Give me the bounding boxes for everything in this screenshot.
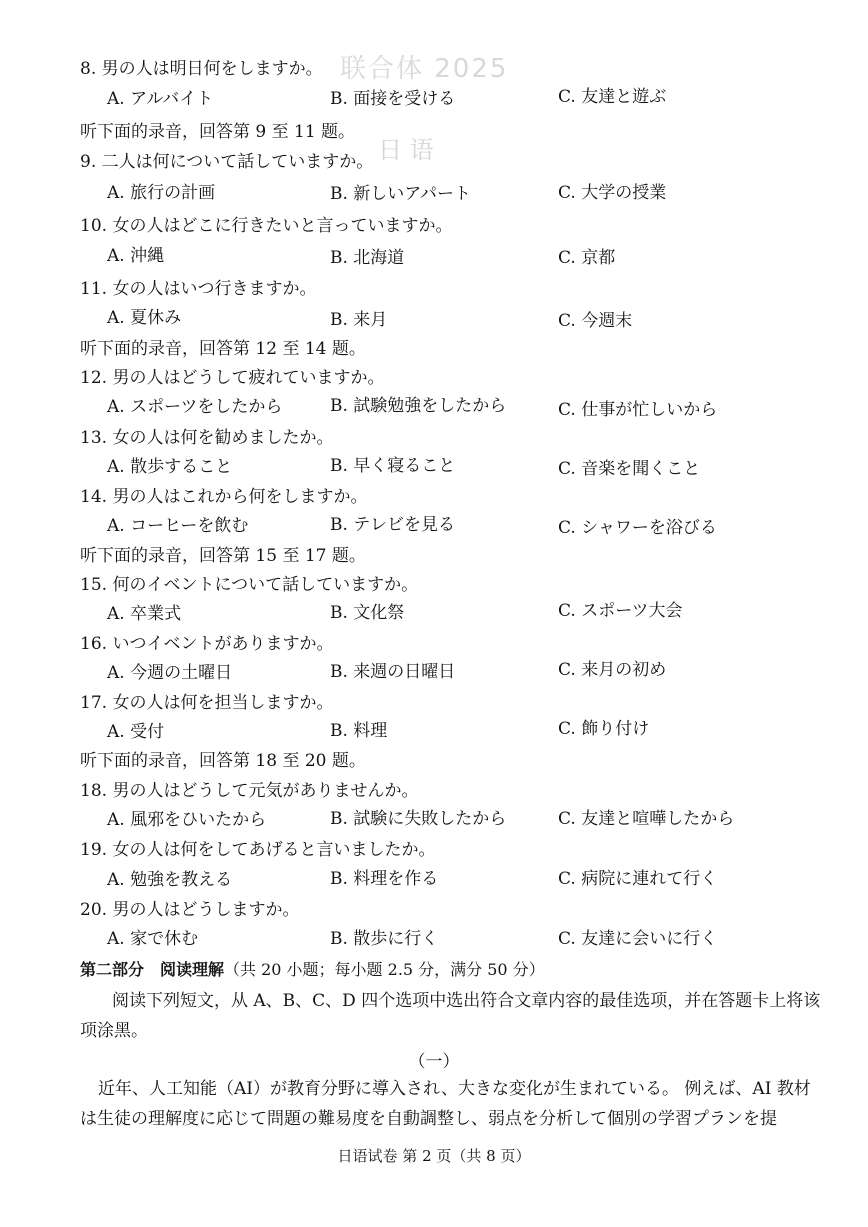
option-19b: B. 料理を作る <box>330 869 439 889</box>
option-12a: A. スポーツをしたから <box>107 397 283 417</box>
question-18: 18. 男の人はどうして元気がありませんか。 <box>80 781 419 801</box>
option-20b: B. 散歩に行く <box>330 929 439 949</box>
option-14a: A. コーヒーを飲む <box>107 516 249 536</box>
section-instruction-12-14: 听下面的录音，回答第 12 至 14 题。 <box>80 339 366 359</box>
passage-number: （一） <box>408 1052 460 1072</box>
option-18c: C. 友達と喧嘩したから <box>558 809 735 829</box>
question-8: 8. 男の人は明日何をしますか。 <box>80 59 323 79</box>
option-13c: C. 音楽を聞くこと <box>558 459 701 479</box>
option-17b: B. 料理 <box>330 721 388 741</box>
passage-line1: 近年、人工知能（AI）が教育分野に導入され、大きな変化が生まれている。 例えば、AI 教材 <box>98 1079 811 1099</box>
option-16b: B. 来週の日曜日 <box>330 662 456 682</box>
option-11c: C. 今週末 <box>558 311 633 331</box>
option-14c: C. シャワーを浴びる <box>558 518 717 538</box>
option-9a: A. 旅行の計画 <box>107 183 216 203</box>
watermark-subject: 日 语 <box>378 136 434 164</box>
question-11: 11. 女の人はいつ行きますか。 <box>80 279 317 299</box>
page-footer: 日语试卷 第 2 页（共 8 页） <box>337 1147 531 1165</box>
part2-title: 第二部分 阅读理解 <box>80 960 225 979</box>
option-10b: B. 北海道 <box>330 248 405 268</box>
section-instruction-18-20: 听下面的录音，回答第 18 至 20 题。 <box>80 751 366 771</box>
option-10c: C. 京都 <box>558 248 616 268</box>
question-15: 15. 何のイベントについて話していますか。 <box>80 575 419 595</box>
option-9c: C. 大学の授業 <box>558 183 667 203</box>
option-19a: A. 勉強を教える <box>107 870 233 890</box>
option-16c: C. 来月の初め <box>558 660 667 680</box>
option-17a: A. 受付 <box>107 722 165 742</box>
question-10: 10. 女の人はどこに行きたいと言っていますか。 <box>80 216 453 236</box>
option-15c: C. スポーツ大会 <box>558 601 683 621</box>
question-16: 16. いつイベントがありますか。 <box>80 634 334 654</box>
option-20c: C. 友達に会いに行く <box>558 929 718 949</box>
part2-heading <box>80 959 545 981</box>
option-20a: A. 家で休む <box>107 929 199 949</box>
option-10a: A. 沖縄 <box>107 246 165 266</box>
option-11a: A. 夏休み <box>107 308 182 328</box>
option-15a: A. 卒業式 <box>107 604 182 624</box>
section-instruction-9-11: 听下面的录音，回答第 9 至 11 题。 <box>80 122 356 142</box>
option-18b: B. 試験に失敗したから <box>330 809 507 829</box>
question-19: 19. 女の人は何をしてあげると言いましたか。 <box>80 840 436 860</box>
question-14: 14. 男の人はこれから何をしますか。 <box>80 487 368 507</box>
question-20: 20. 男の人はどうしますか。 <box>80 900 300 920</box>
question-12: 12. 男の人はどうして疲れていますか。 <box>80 368 385 388</box>
option-15b: B. 文化祭 <box>330 603 405 623</box>
option-9b: B. 新しいアパート <box>330 184 471 204</box>
option-8c: C. 友達と遊ぶ <box>558 87 667 107</box>
section-instruction-15-17: 听下面的录音，回答第 15 至 17 题。 <box>80 546 366 566</box>
option-12c: C. 仕事が忙しいから <box>558 400 718 420</box>
option-8b: B. 面接を受ける <box>330 89 456 109</box>
question-9: 9. 二人は何について話していますか。 <box>80 152 374 172</box>
watermark-stamp: 联合体 2025 <box>340 54 509 84</box>
option-13a: A. 散歩すること <box>107 457 233 477</box>
option-19c: C. 病院に連れて行く <box>558 869 718 889</box>
option-13b: B. 早く寝ること <box>330 456 456 476</box>
option-8a: A. アルバイト <box>107 89 214 109</box>
option-18a: A. 風邪をひいたから <box>107 810 267 830</box>
question-17: 17. 女の人は何を担当しますか。 <box>80 693 334 713</box>
option-16a: A. 今週の土曜日 <box>107 663 233 683</box>
part2-instruction-line1: 阅读下列短文，从 A、B、C、D 四个选项中选出符合文章内容的最佳选项，并在答题卡上将该 <box>112 991 821 1011</box>
passage-line2: は生徒の理解度に応じて問題の難易度を自動調整し、弱点を分析して個別の学習プランを提 <box>80 1109 777 1129</box>
question-13: 13. 女の人は何を勧めましたか。 <box>80 428 334 448</box>
part2-scoring: （共 20 小题；每小题 2.5 分，满分 50 分） <box>224 960 545 979</box>
option-12b: B. 試験勉強をしたから <box>330 396 507 416</box>
part2-instruction-line2: 项涂黑。 <box>80 1021 148 1041</box>
option-17c: C. 飾り付け <box>558 719 650 739</box>
option-11b: B. 来月 <box>330 310 388 330</box>
option-14b: B. テレビを見る <box>330 515 455 535</box>
